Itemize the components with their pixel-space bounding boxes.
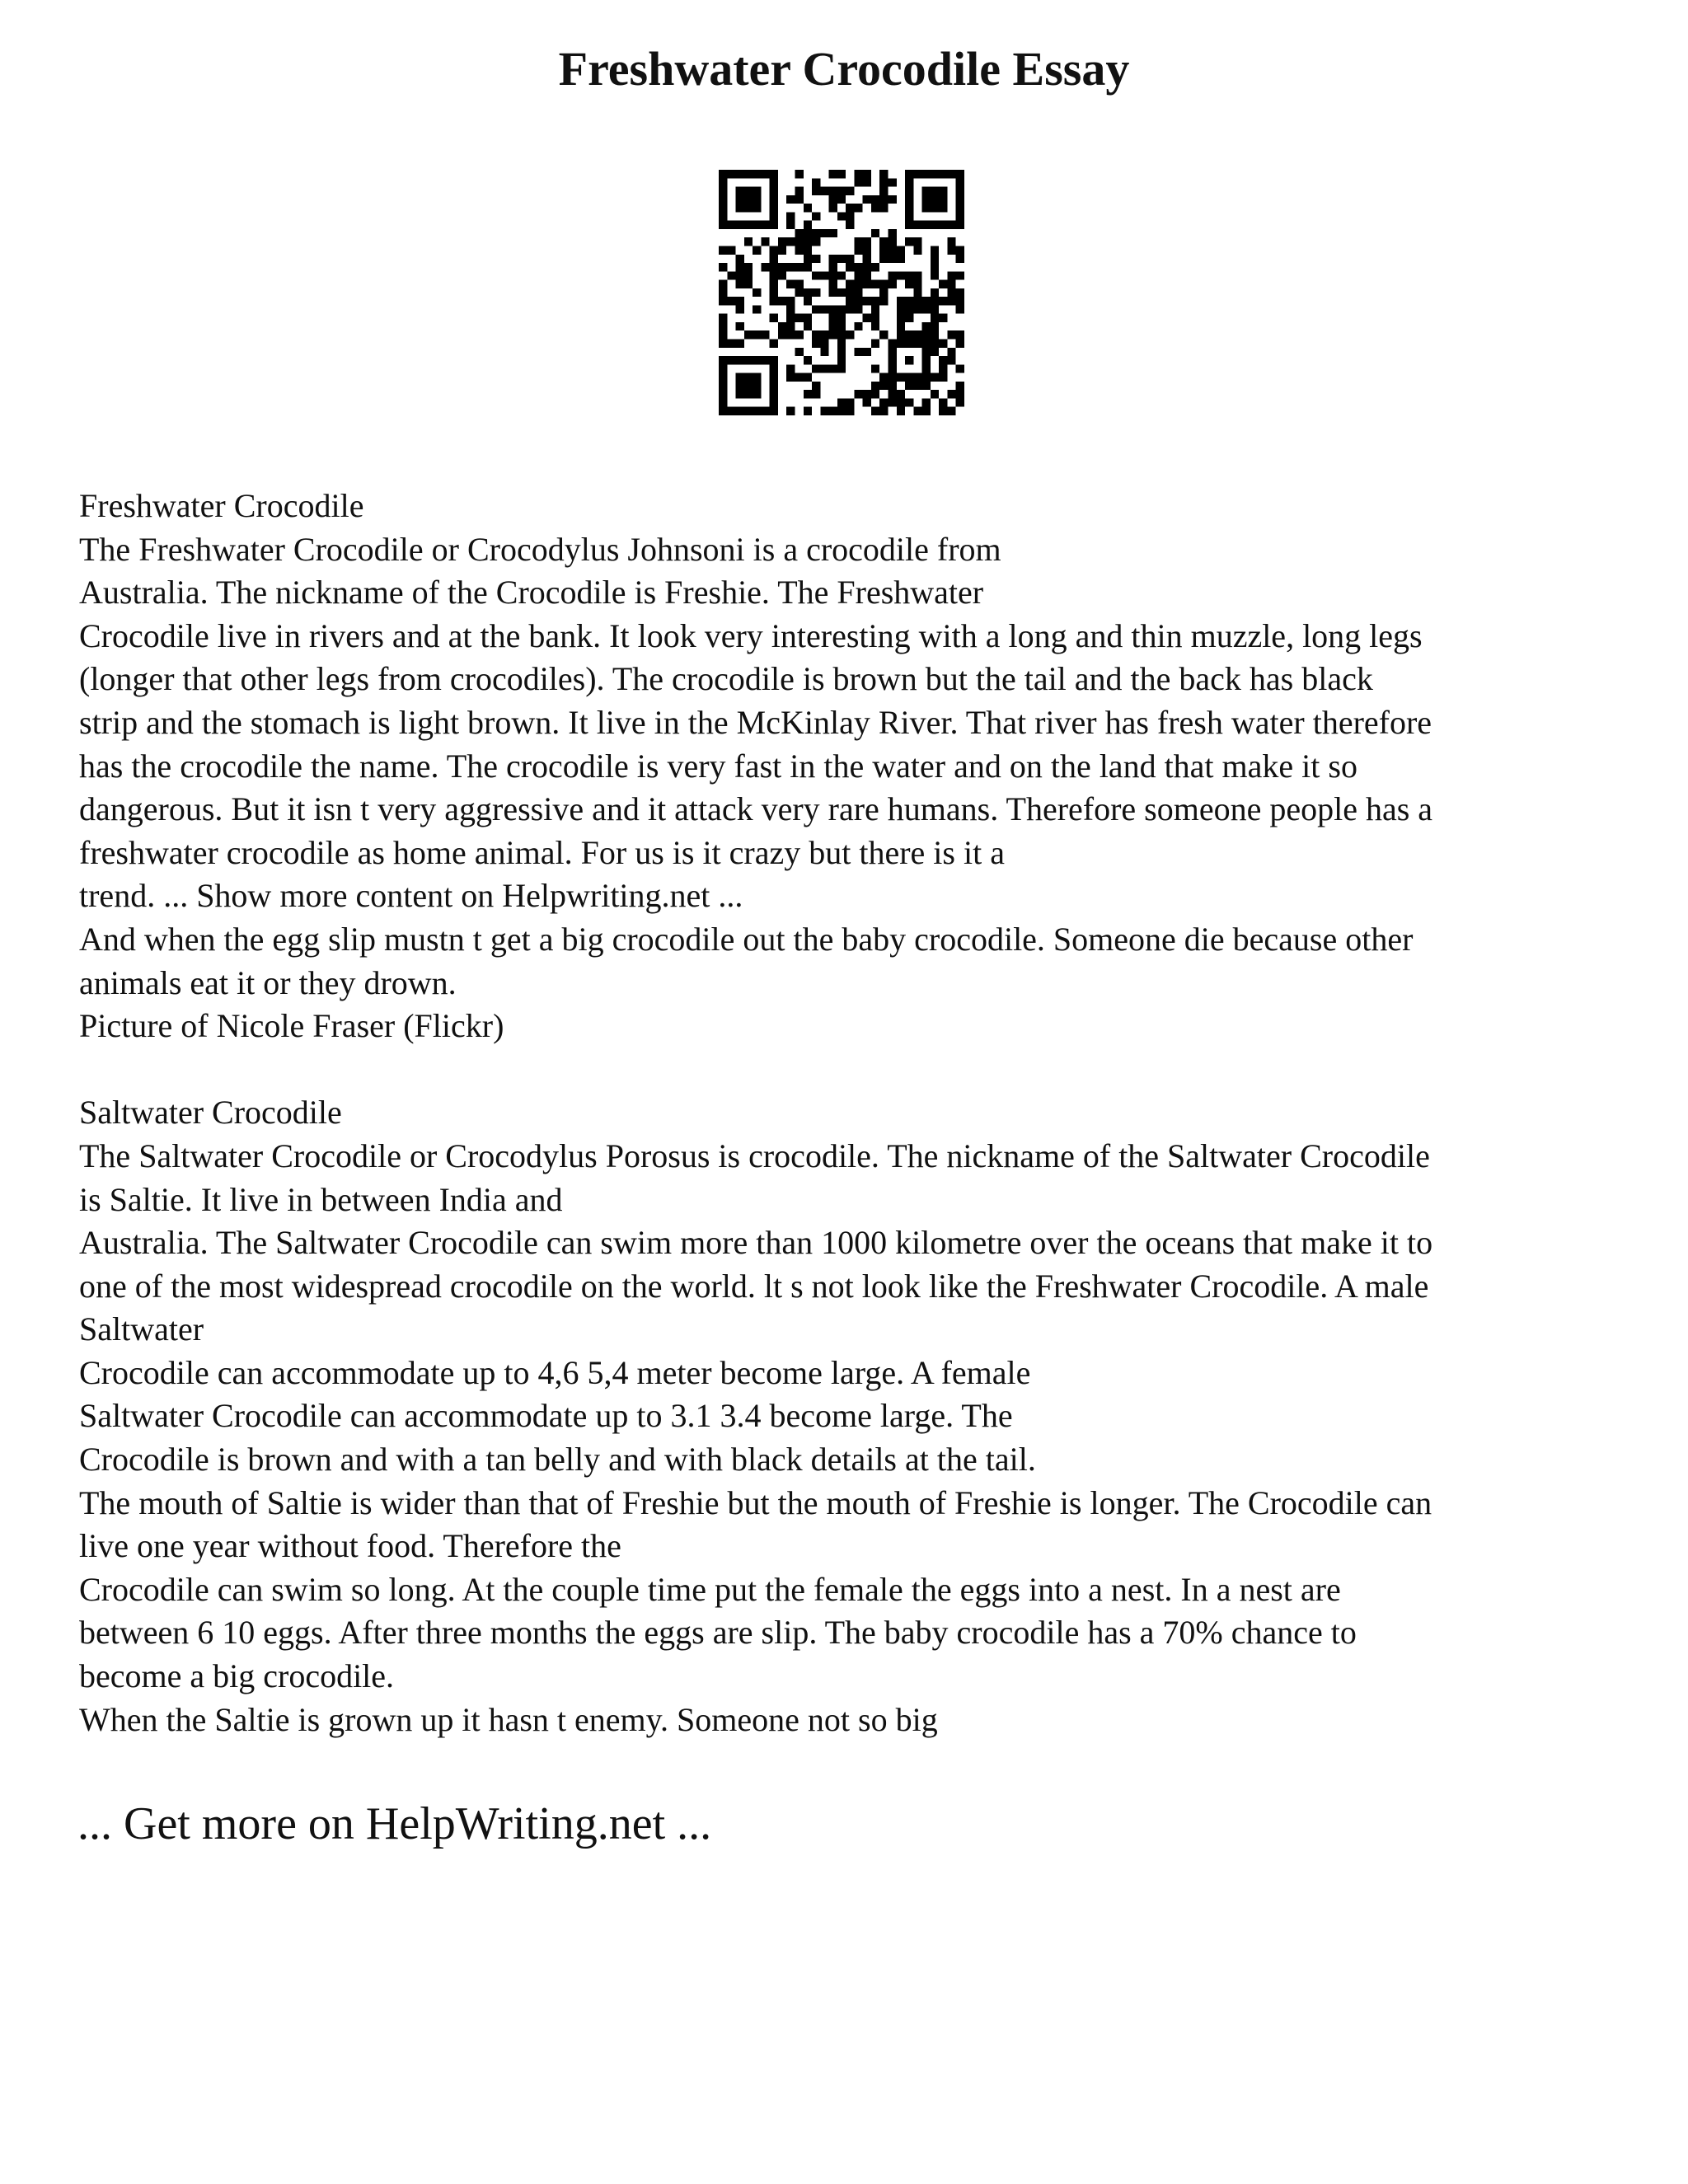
paragraph-line: Saltwater: [79, 1310, 204, 1348]
paragraph-line: strip and the stomach is light brown. It live in the McKinlay River. That river has fresh water therefore: [79, 703, 1432, 741]
paragraph-line: dangerous. But it isn t very aggressive and it attack very rare humans. Therefore someone people has a: [79, 790, 1433, 828]
paragraph-line: animals eat it or they drown.: [79, 963, 457, 1001]
paragraph-line: live one year without food. Therefore the: [79, 1527, 621, 1565]
section-heading: Freshwater Crocodile: [79, 487, 364, 524]
paragraph-line: The mouth of Saltie is wider than that of Freshie but the mouth of Freshie is longer. The Crocodile can: [79, 1483, 1432, 1521]
paragraph-line: Crocodile live in rivers and at the bank. It look very interesting with a long and thin muzzle, long legs: [79, 616, 1423, 654]
show-more-line: trend. ... Show more content on Helpwriting.net ...: [79, 877, 743, 915]
paragraph-line: become a big crocodile.: [79, 1657, 395, 1695]
section-saltwater: [79, 1091, 1629, 1741]
paragraph-line: has the crocodile the name. The crocodile is very fast in the water and on the land that make it so: [79, 747, 1357, 785]
paragraph-line: freshwater crocodile as home animal. For us is it crazy but there is it a: [79, 833, 1005, 871]
paragraph-line: And when the egg slip mustn t get a big crocodile out the baby crocodile. Someone die because other: [79, 920, 1414, 958]
paragraph-line: Australia. The Saltwater Crocodile can swim more than 1000 kilometre over the oceans that make it to: [79, 1224, 1433, 1262]
paragraph-spacer: [79, 1048, 1629, 1092]
section-freshwater: [79, 485, 1629, 1048]
paragraph-line: one of the most widespread crocodile on the world. lt s not look like the Freshwater Crocodile. A male: [79, 1267, 1429, 1305]
page-title: Freshwater Crocodile Essay: [558, 42, 1130, 96]
paragraph-line: Crocodile can swim so long. At the couple time put the female the eggs into a nest. In a nest are: [79, 1570, 1341, 1608]
get-more-link[interactable]: ... Get more on HelpWriting.net ...: [77, 1798, 712, 1849]
paragraph-line: Australia. The nickname of the Crocodile is Freshie. The Freshwater: [79, 574, 984, 612]
paragraph-line: Crocodile is brown and with a tan belly and with black details at the tail.: [79, 1441, 1036, 1479]
paragraph-line: (longer that other legs from crocodiles). The crocodile is brown but the tail and the back has black: [79, 660, 1373, 698]
paragraph-line: Crocodile can accommodate up to 4,6 5,4 meter become large. A female: [79, 1353, 1031, 1391]
section-heading: Saltwater Crocodile: [79, 1094, 342, 1132]
paragraph-line: between 6 10 eggs. After three months the eggs are slip. The baby crocodile has a 70% chance to: [79, 1614, 1357, 1652]
qr-code-icon: [719, 170, 964, 415]
paragraph-line: is Saltie. It live in between India and: [79, 1180, 563, 1218]
paragraph-line: The Freshwater Crocodile or Crocodylus Johnsoni is a crocodile from: [79, 530, 1001, 568]
paragraph-line: The Saltwater Crocodile or Crocodylus Porosus is crocodile. The nickname of the Saltwater Crocodile: [79, 1137, 1430, 1174]
picture-credit: Picture of Nicole Fraser (Flickr): [79, 1007, 504, 1045]
paragraph-line: Saltwater Crocodile can accommodate up to 3.1 3.4 become large. The: [79, 1397, 1013, 1435]
essay-body: [79, 485, 1629, 1741]
paragraph-line: When the Saltie is grown up it hasn t enemy. Someone not so big: [79, 1700, 938, 1738]
